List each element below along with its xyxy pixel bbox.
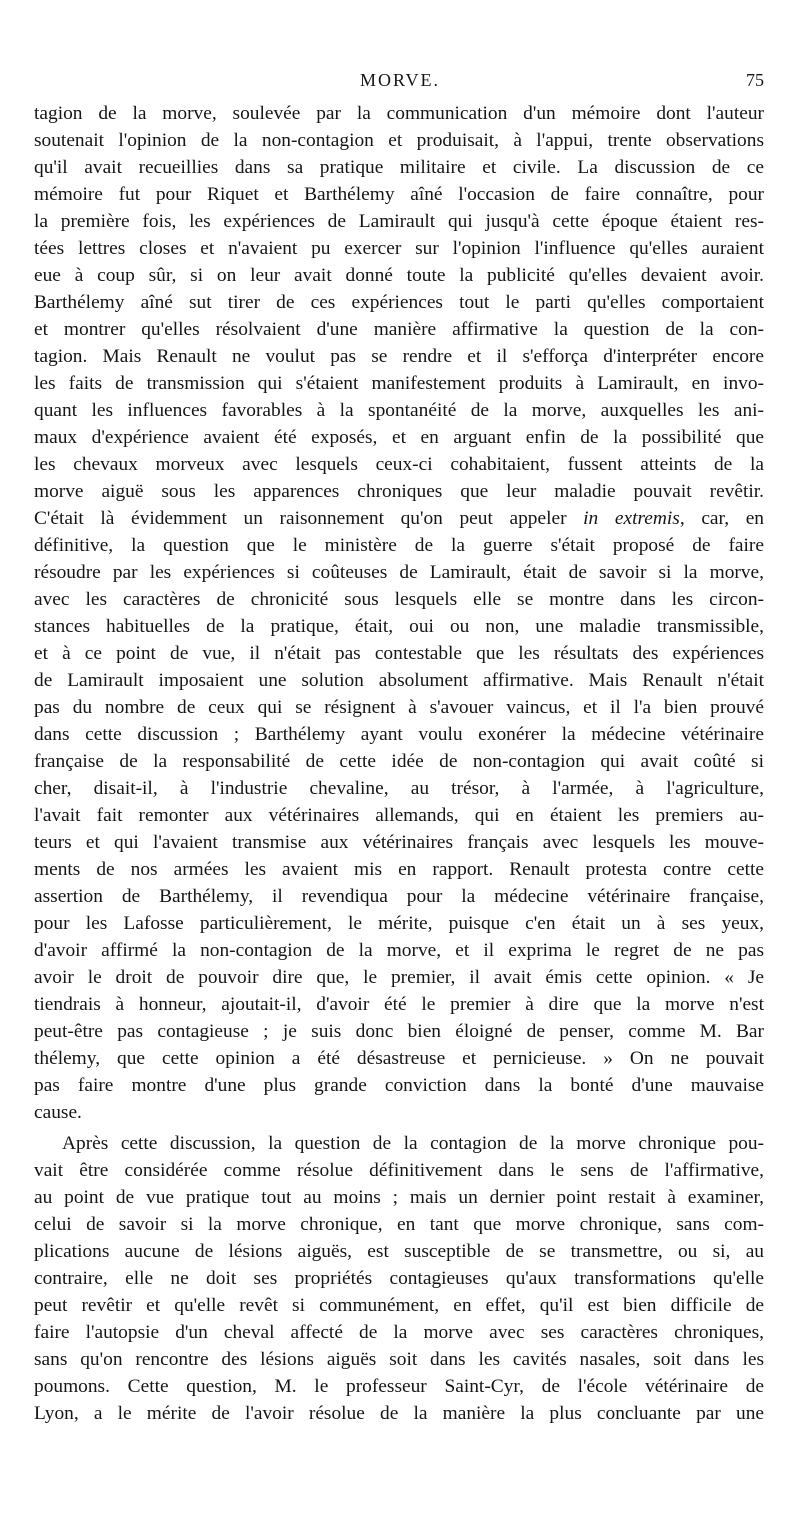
text-line: les chevaux morveux avec lesquels ceux-ci cohabitaient, fussent atteints de la [34, 454, 764, 475]
text-line: faire l'autopsie d'un cheval affecté de la morve avec ses caractères chroniques, [34, 1322, 764, 1343]
text-segment: C'était là évidemment un raisonnement qu'on peut appeler [34, 508, 584, 529]
text-line: poumons. Cette question, M. le professeur Saint-Cyr, de l'école vétérinaire de [34, 1376, 764, 1397]
text-line: pas du nombre de ceux qui se résignent à s'avouer vaincus, et il l'a bien prouvé [34, 697, 764, 718]
text-line: peut-être pas contagieuse ; je suis donc bien éloigné de penser, comme M. Bar [34, 1021, 764, 1042]
text-line: plications aucune de lésions aiguës, est susceptible de se transmettre, ou si, au [34, 1241, 764, 1262]
paragraph-2 [34, 1130, 764, 1427]
text-line: contraire, elle ne doit ses propriétés contagieuses qu'aux transformations qu'elle [34, 1268, 764, 1289]
paragraph-1 [34, 100, 764, 1126]
text-line: morve aiguë sous les apparences chroniques que leur maladie pouvait revêtir. [34, 481, 764, 502]
text-line: tiendrais à honneur, ajoutait-il, d'avoir été le premier à dire que la morve n'est [34, 994, 764, 1015]
text-line: pour les Lafosse particulièrement, le mérite, puisque c'en était un à ses yeux, [34, 913, 764, 934]
text-line: la première fois, les expériences de Lamirault qui jusqu'à cette époque étaient res- [34, 211, 764, 232]
text-line: stances habituelles de la pratique, était, oui ou non, une maladie transmissible, [34, 616, 764, 637]
text-line: thélemy, que cette opinion a été désastreuse et pernicieuse. » On ne pouvait [34, 1048, 764, 1069]
text-line: eue à coup sûr, si on leur avait donné toute la publicité qu'elles devaient avoir. [34, 265, 764, 286]
text-line: avoir le droit de pouvoir dire que, le premier, il avait émis cette opinion. « Je [34, 967, 764, 988]
text-line: et montrer qu'elles résolvaient d'une manière affirmative la question de la con- [34, 319, 764, 340]
text-line: française de la responsabilité de cette idée de non-contagion qui avait coûté si [34, 751, 764, 772]
text-line: Après cette discussion, la question de la contagion de la morve chronique pou- [62, 1133, 764, 1154]
text-line: vait être considérée comme résolue définitivement dans le sens de l'affirmative, [34, 1160, 764, 1181]
text-line: soutenait l'opinion de la non-contagion et produisait, à l'appui, trente observations [34, 130, 764, 151]
text-line: cher, disait-il, à l'industrie chevaline, au trésor, à l'armée, à l'agriculture, [34, 778, 764, 799]
text-line: Lyon, a le mérite de l'avoir résolue de la manière la plus concluante par une [34, 1403, 764, 1424]
text-line: définitive, la question que le ministère de la guerre s'était proposé de faire [34, 535, 764, 556]
text-line: qu'il avait recueillies dans sa pratique militaire et civile. La discussion de ce [34, 157, 764, 178]
text-line: maux d'expérience avaient été exposés, et en arguant enfin de la possibilité que [34, 427, 764, 448]
text-line: résoudre par les expériences si coûteuses de Lamirault, était de savoir si la morve, [34, 562, 764, 583]
text-line: avec les caractères de chronicité sous lesquels elle se montre dans les circon- [34, 589, 764, 610]
text-line: pas faire montre d'une plus grande conviction dans la bonté d'une mauvaise [34, 1075, 764, 1096]
text-line: dans cette discussion ; Barthélemy ayant voulu exonérer la médecine vétérinaire [34, 724, 764, 745]
text-line: l'avait fait remonter aux vétérinaires allemands, qui en étaient les premiers au- [34, 805, 764, 826]
text-line: peut revêtir et qu'elle revêt si communément, en effet, qu'il est bien difficile de [34, 1295, 764, 1316]
text-line: assertion de Barthélemy, il revendiqua pour la médecine vétérinaire française, [34, 886, 764, 907]
text-line: tées lettres closes et n'avaient pu exercer sur l'opinion l'influence qu'elles auraient [34, 238, 764, 259]
text-line: teurs et qui l'avaient transmise aux vétérinaires français avec lesquels les mouve- [34, 832, 764, 853]
text-line: quant les influences favorables à la spontanéité de la morve, auxquelles les ani- [34, 400, 764, 421]
text-line: Barthélemy aîné sut tirer de ces expériences tout le parti qu'elles comportaient [34, 292, 764, 313]
text-line-with-italic [34, 505, 764, 532]
text-line: ments de nos armées les avaient mis en rapport. Renault protesta contre cette [34, 859, 764, 880]
text-line: celui de savoir si la morve chronique, en tant que morve chronique, sans com- [34, 1214, 764, 1235]
page-number: 75 [746, 70, 764, 90]
text-line: de Lamirault imposaient une solution absolument affirmative. Mais Renault n'était [34, 670, 764, 691]
text-line: mémoire fut pour Riquet et Barthélemy aîné l'occasion de faire connaître, pour [34, 184, 764, 205]
body-text [34, 100, 764, 1427]
text-line: tagion de la morve, soulevée par la communication d'un mémoire dont l'auteur [34, 103, 764, 124]
running-title: MORVE. [359, 70, 441, 90]
text-line: au point de vue pratique tout au moins ; mais un dernier point restait à examiner, [34, 1187, 764, 1208]
text-line: et à ce point de vue, il n'était pas contestable que les résultats des expériences [34, 643, 764, 664]
text-line: cause. [34, 1102, 82, 1123]
text-line: sans qu'on rencontre des lésions aiguës soit dans les cavités nasales, soit dans les [34, 1349, 764, 1370]
italic-phrase: in extremis [583, 508, 680, 529]
running-head [34, 66, 766, 96]
text-line: tagion. Mais Renault ne voulut pas se rendre et il s'efforça d'interpréter encore [34, 346, 764, 367]
text-line: d'avoir affirmé la non-contagion de la morve, et il exprima le regret de ne pas [34, 940, 764, 961]
text-line: les faits de transmission qui s'étaient manifestement produits à Lamirault, en invo- [34, 373, 764, 394]
text-segment: , car, en [679, 508, 764, 529]
